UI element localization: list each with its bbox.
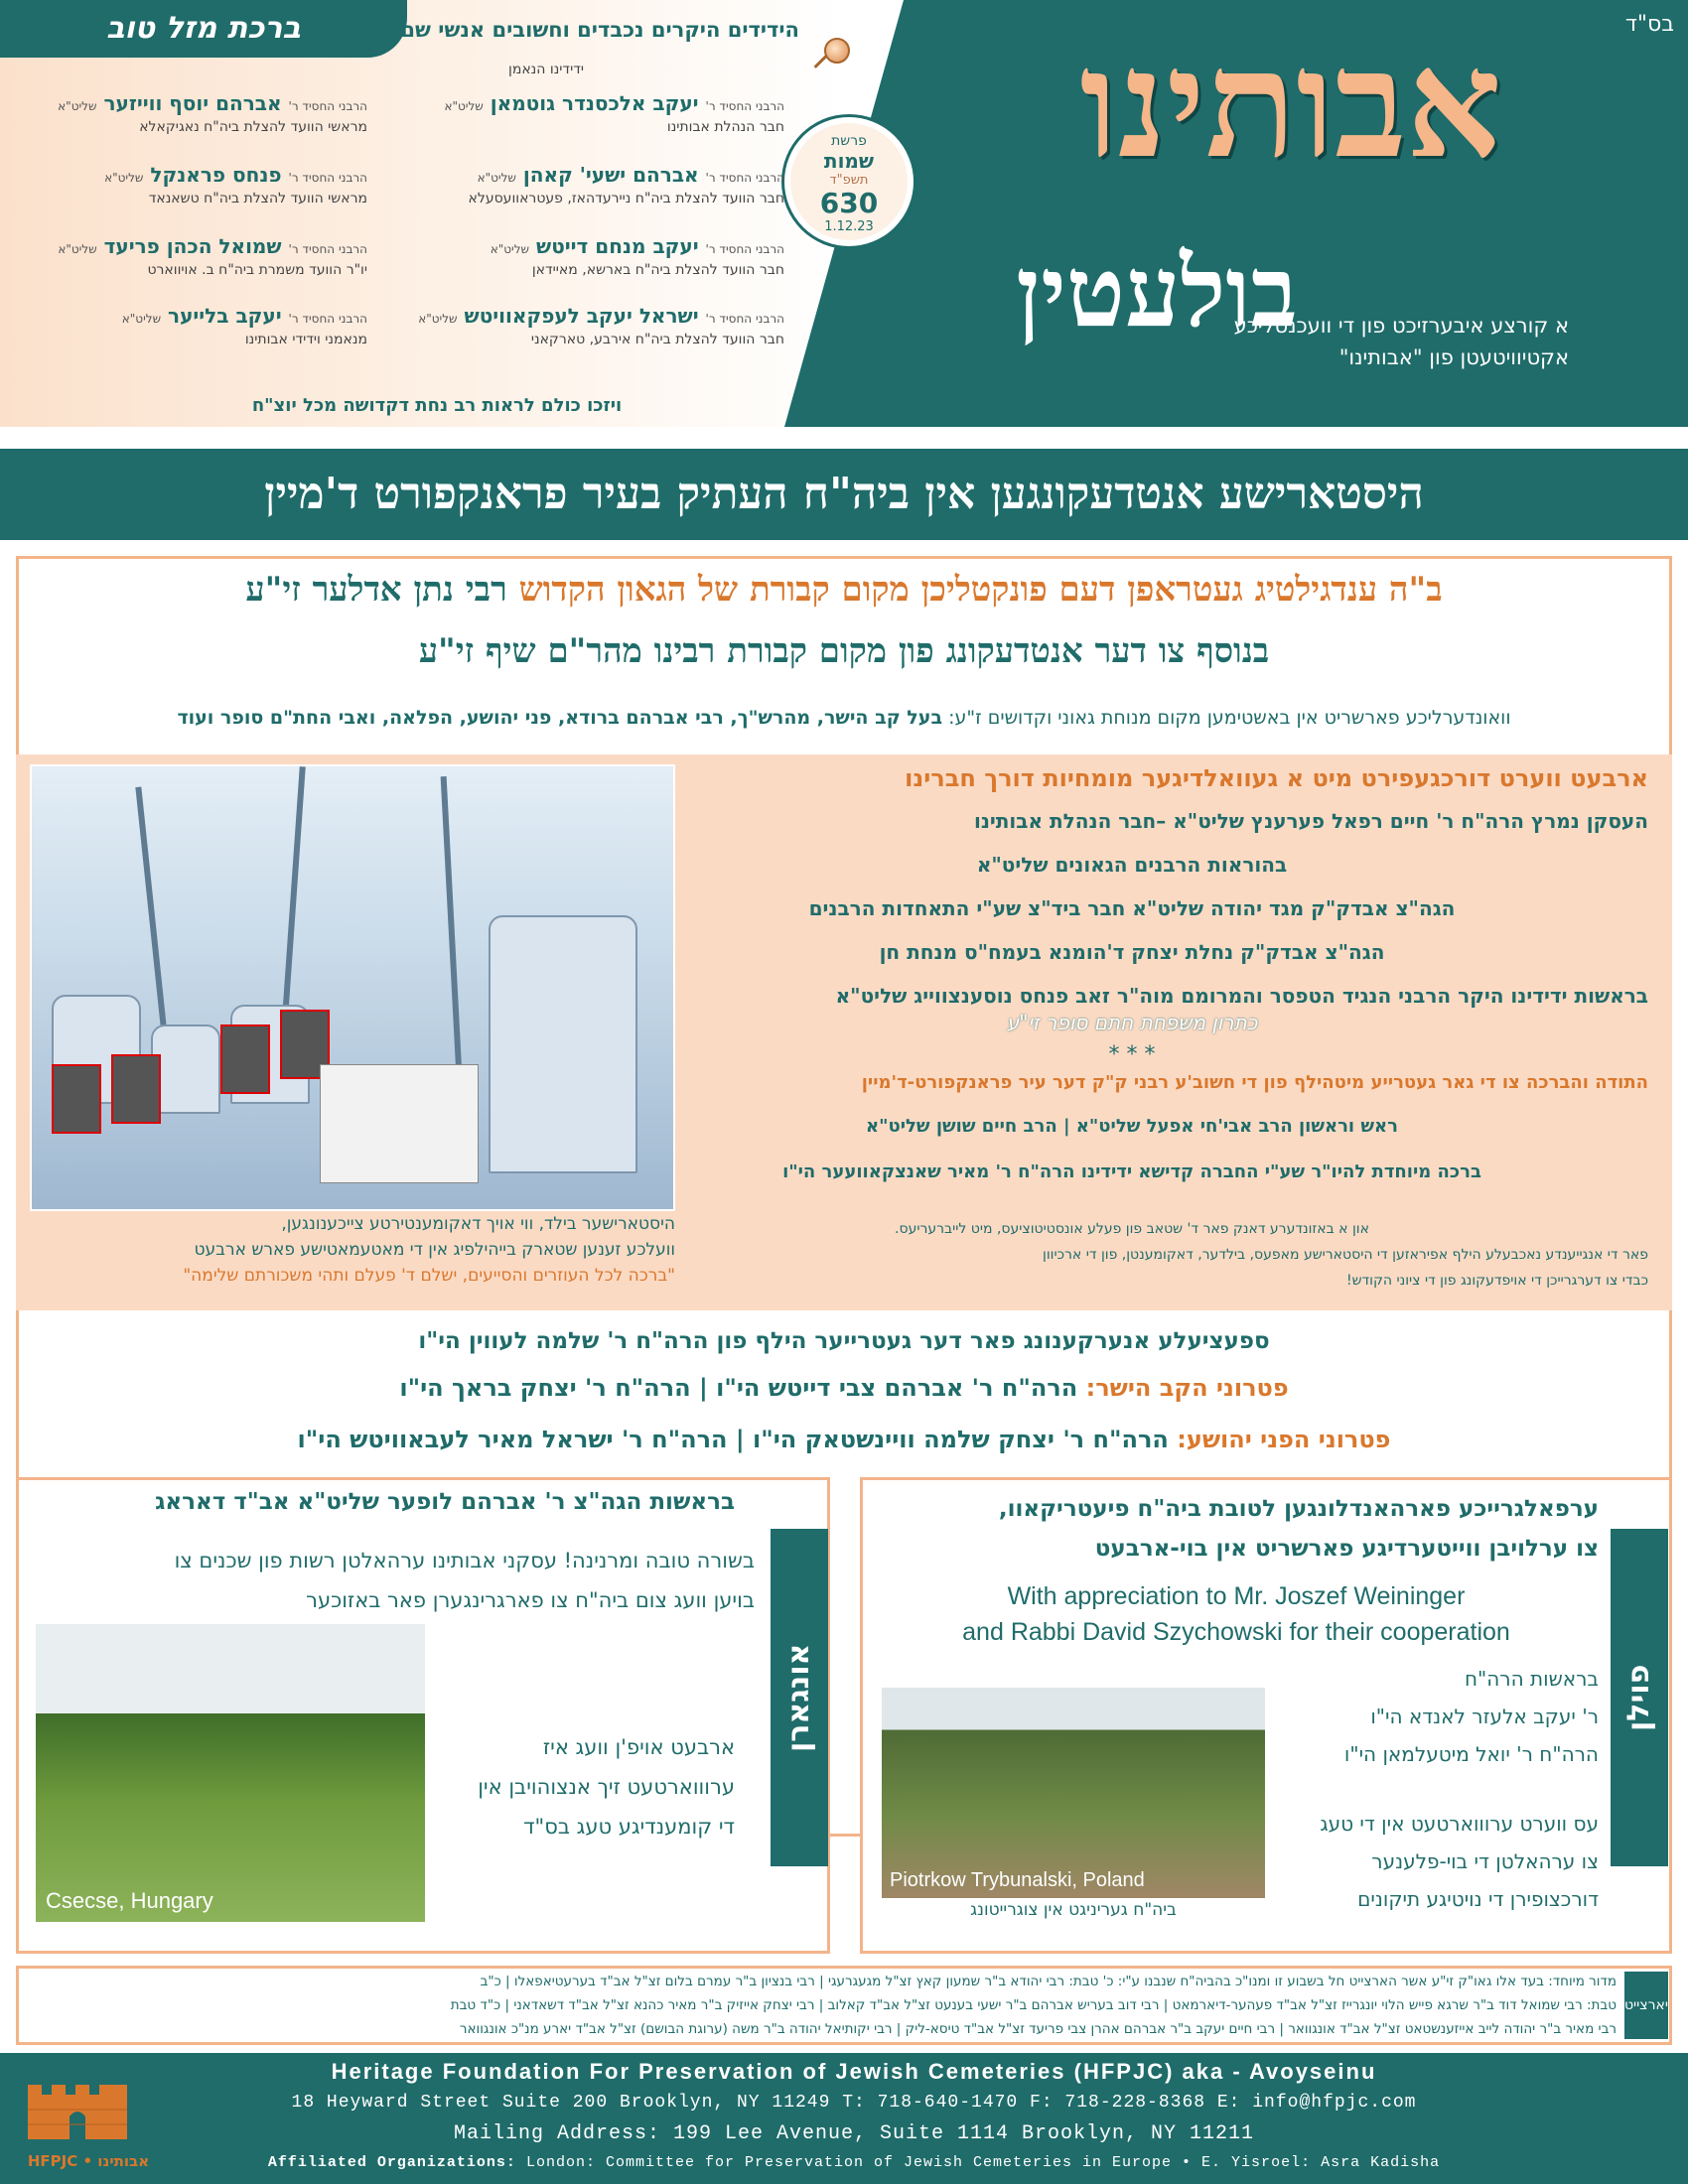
friend-entry <box>407 91 784 135</box>
caption-blessing: "ברכה לכל העוזרים והסייעים, ישלם ד' פעלם ותהי משכורתם שלימה" <box>183 1266 675 1286</box>
poland-text-line: הרה"ח ר' יואל מיטעלמאן הי"ו <box>1343 1742 1599 1766</box>
hungary-text-line: די קומענדיגע טעג בס"ד <box>523 1815 735 1839</box>
friend-name-line: הרבני החסיד ר' יעקב מנחם דייטש שליט"א <box>490 234 784 258</box>
badge-date: 1.12.23 <box>824 219 874 234</box>
tzadikim-line <box>30 707 1658 729</box>
poland-appreciation-en <box>874 1578 1599 1650</box>
friend-name-line: הרבני החסיד ר' אברהם יוסף ווייזער שליט"א <box>58 91 367 115</box>
work-kisui: כתרון משפחת חתם סופר זי"ע <box>1006 1011 1258 1034</box>
friend-entry <box>10 163 367 206</box>
masthead-title: אבותינו <box>1079 17 1502 192</box>
friend-role: מראשי הוועד להצלת ביה"ח נאגיקאלא <box>139 119 367 135</box>
friend-role: מראשי הוועד להצלת ביה"ח טשאנאד <box>148 191 367 206</box>
bsd-mark: בס"ד <box>1624 12 1674 37</box>
affiliated-label: Affiliated Organizations: <box>267 2154 516 2171</box>
friend-name-line: הרבני החסיד ר' שמואל הכהן פריעד שליט"א <box>58 234 367 258</box>
yahrzeit-line: רבי מאיר ב"ר יהודה לייב אייזענשטאט זצ"ל אב"ד אונגוואר | רבי חיים יעקב ב"ר אברהם אהרן צבי פריעד זצ"ל אב"ד טיסא-ליק | רבי יקותיאל יהודה ב"ר משה (ערוגת הבושם) זצ"ל אב"ד יארע מנ"כ אונגוואר <box>459 2021 1617 2037</box>
issue-badge <box>784 117 914 246</box>
badge-year: תשפ"ד <box>829 173 869 188</box>
friend-role: חבר הוועד להצלת ביה"ח אירבע, טארקאני <box>530 332 784 347</box>
poland-title-line: ערפאלגרייכע פארהאנדלונגען לטובת ביה"ח פיעטריקאוו, <box>998 1496 1599 1522</box>
friend-name-line: הרבני החסיד ר' אברהם ישעי' קאהן שליט"א <box>477 163 784 187</box>
mailing-address: Mailing Address: 199 Lee Avenue, Suite 1114 Brooklyn, NY 11211 <box>453 2122 1255 2145</box>
poland-text-line: דורכצופירן די נויטיגע תיקונים <box>1357 1887 1599 1911</box>
article-subhead: בנוסף צו דער אנטדעקונג פון מקום קבורת רבינו מהר"ם שיף זי"ע <box>418 631 1270 671</box>
poland-text-line: בראשות הרה"ח <box>1464 1667 1599 1691</box>
friends-title: הידידים היקרים נכבדים וחשובים אנשי שם: <box>392 18 799 42</box>
work-line: בהוראות הרבנים הגאונים שליט"א <box>976 853 1288 877</box>
hungary-title: בראשות הגה"צ ר' אברהם לופער שליט"א אב"ד דאראג <box>155 1489 735 1515</box>
small-thanks: פאר די אנגייענדע נאכבעלע הילף אפיראזען די היסטארישע מאפעס, בילדער, דאקומענטן, פון די ארכיוון <box>1043 1247 1648 1263</box>
photo-caption <box>30 1211 675 1289</box>
inset-photo <box>52 1064 101 1134</box>
friend-entry <box>407 304 784 347</box>
logo-text: HFPJC • אבותינו <box>27 2152 150 2170</box>
work-section-title: ארבעט ווערט דורכגעפירט מיט א געוואלדיגער מומחיות דורך חברינו <box>905 764 1648 792</box>
tree-trunk <box>280 766 306 1044</box>
poland-title <box>874 1489 1599 1569</box>
yahrzeit-line: טבת: רבי שמואל דוד ב"ר שרגא פייש הלוי יונגרייז זצ"ל אב"ד פעהער-דיארמאט | רבי דוב בעריש אברהם ב"ר ישעי בענעט זצ"ל אב"ד קאלוב | רבי יצחק אייזיק ב"ר מאיר כהנא זצ"ל אב"ד דשאדאני | כ"ד טבת <box>450 1997 1617 2013</box>
blessing-closing: ויזכו כולם לראות רב נחת דקדושה מכל יוצ"ח <box>251 395 623 416</box>
work-line: בראשות ידידינו היקר הרבני הנגיד הטפסר והמרומם מוה"ר זאב פנחס נוסענצווייג שליט"א <box>835 984 1648 1008</box>
work-line: העסקן נמרץ הרה"ח ר' חיים רפאל פערענץ שליט"א –חבר הנהלת אבותינו <box>973 809 1648 833</box>
gravestone <box>151 1024 220 1114</box>
badge-parsha: שמות <box>823 149 875 173</box>
hungary-text-line: בויען וועג צום ביה"ח צו פארגרינגערן פאר באזוכער <box>306 1588 755 1612</box>
caption-line: היסטארישער בילד, ווי אויך דאקומענטירטע צייכענונגען, <box>281 1214 675 1234</box>
friends-subtitle: ידידינו הנאמן <box>508 62 584 77</box>
friend-name-line: הרבני החסיד ר' יעקב אלכסנדר גוטמאן שליט"א <box>444 91 784 115</box>
hungary-text <box>40 1541 755 1620</box>
hungary-text-line: ערוווארטעט זיך אנצוהויבן אין <box>478 1775 735 1799</box>
friend-role: חבר הוועד להצלת ביה"ח ניירעדהאז, פעטראוועסעלא <box>468 191 784 206</box>
small-thanks: כבדי צו דערגרייכן די אויפדעקונג פון די ציוני הקודש! <box>1345 1273 1648 1289</box>
caption-line: וועלכע זענען שטארק בייהילפיג אין די מאטעמאטישע פארש ארבעט <box>194 1240 675 1260</box>
gravestone-large <box>489 915 637 1173</box>
photo-caption: ביה"ח געריניגט אין צוגרייטונג <box>970 1900 1177 1920</box>
friend-entry <box>10 91 367 135</box>
work-line: הגה"צ אבדק"ק נחלת יצחק ד'הומנא בעמח"ס מנחת חן <box>879 940 1385 964</box>
yahrzeit-line: מדור מיוחד: בעד אלו גאו"ק זי"ע אשר הארצייט חל בשבוע זו ומנו"כ בהביה"ח שנבנו ע"י: כ' טבת: רבי יהודא ב"ר שמעון קאץ זצ"ל מגעגרעגי | רבי בנציון ב"ר עמרם בלום זצ"ל אב"ד בערעטיאפאלו | כ"ב <box>480 1974 1617 1989</box>
poland-tag: פוילן <box>1611 1529 1668 1866</box>
inset-photo <box>111 1054 161 1124</box>
map-drawing <box>320 1064 479 1183</box>
csecse-cemetery-photo <box>36 1624 425 1922</box>
org-name: Heritage Foundation For Preservation of Jewish Cemeteries (HFPJC) aka - Avoyseinu <box>331 2059 1377 2084</box>
friend-role: מנאמני וידידי אבותינו <box>244 332 367 347</box>
thanks-line: ברכה מיוחדת להיו"ר שע"י החברה קדישא ידידינו הרה"ח ר' מאיר שאנצקאוועער הי"ו <box>782 1161 1481 1182</box>
headline-name: רבי נתן אדלער זי"ע <box>245 570 507 610</box>
patrons-pnei <box>30 1426 1658 1453</box>
header-left-panel <box>0 0 844 427</box>
poland-text-line: ר' יעקב אלעזר לאנדא הי"ו <box>1370 1705 1599 1728</box>
poland-text-line: עס ווערט ערוווארטעט אין די טעג <box>1320 1812 1599 1836</box>
patrons-kav <box>30 1374 1658 1402</box>
photo-location-label: Csecse, Hungary <box>46 1888 213 1913</box>
tree-trunk <box>441 776 464 1094</box>
blessing-banner: ברכת מזל טוב <box>0 0 407 58</box>
photo-location-label: Piotrkow Trybunalski, Poland <box>890 1869 1145 1891</box>
hungary-text-line: ארבעט אויפ'ן וועג איז <box>542 1735 735 1759</box>
patron-label: פטרוני הפני יהושע: <box>1177 1426 1391 1453</box>
hungary-text-2 <box>437 1727 735 1846</box>
badge-issue-number: 630 <box>819 187 879 219</box>
patron-names: הרה"ח ר' אברהם צבי דייטש הי"ו | הרה"ח ר' יצחק בראך הי"ו <box>399 1374 1078 1402</box>
special-thanks: ספעציעלע אנערקענונג פאר דער געטרייער הילף פון הרה"ח ר' שלמה לעווין הי"ו <box>418 1328 1270 1354</box>
appreciation-line: and Rabbi David Szychowski for their cooperation <box>962 1618 1510 1646</box>
affiliated-orgs <box>169 2154 1539 2171</box>
hungary-tag: אונגארן <box>771 1529 828 1866</box>
poland-expectation <box>1251 1805 1599 1918</box>
org-address: 18 Heyward Street Suite 200 Brooklyn, NY 11249 T: 718-640-1470 F: 718-228-8368 E: info@hfpjc.com <box>291 2093 1417 2113</box>
badge-parsha-label: פרשת <box>831 133 867 149</box>
friend-role: יו"ר הוועד משמרת ביה"ח ב. אויווארט <box>147 262 367 278</box>
friend-role: חבר הוועד להצלת ביה"ח בארשא, מאיידאן <box>531 262 784 278</box>
tagline-line: אקטיוויטעטן פון "אבותינו" <box>1338 345 1569 369</box>
patron-label: פטרוני הקב הישר: <box>1085 1374 1289 1402</box>
patron-names: הרה"ח ר' יצחק שלמה וויינשטאק הי"ו | הרה"ח ר' ישראל מאיר לעבאוויטש הי"ו <box>297 1426 1169 1453</box>
headline-text: ב"ה ענדגילטיג געטראפן דעם פונקטליכן מקום קבורת של הגאון הקדוש <box>518 570 1443 610</box>
friend-role: חבר הנהלת אבותינו <box>666 119 784 135</box>
tagline-line: א קורצע איבערזיכט פון די וועכנטליכע <box>1233 314 1569 338</box>
friend-name-line: הרבני החסיד ר' פנחס פראנקל שליט"א <box>104 163 367 187</box>
hungary-text-line: בשורה טובה ומרנינה! עסקני אבותינו ערהאלטן רשות פון שכנים צו <box>174 1549 755 1572</box>
friend-name-line: הרבני החסיד ר' יעקב בלייער שליט"א <box>121 304 367 328</box>
tzadikim-intro: וואונדערליכע פארשריט אין באשטימען מקום מנוחת גאוני וקדושים ז"ע: <box>948 707 1511 729</box>
friend-entry <box>10 234 367 278</box>
thanks-line: ראש וראשון הרב אבי'חי אפעל שליט"א | הרב חיים שושן שליט"א <box>866 1116 1398 1137</box>
masthead-subtitle: בולעטין <box>1016 235 1298 349</box>
poland-title-line: צו ערלויבן ווייטערדיגע פארשריט אין בוי-ארבעט <box>1094 1536 1599 1562</box>
work-line: הגה"צ אבדק"ק מגד יהודה שליט"א חבר ביד"צ שע"י התאחדות הרבנים <box>808 896 1456 920</box>
friend-entry <box>10 304 367 347</box>
thanks-line: התודה והברכה צו די גאר געטרייע מיטהילף פון די חשוב'ע רבני ק"ק דער עיר פראנקפורט-ד'מיין <box>861 1072 1648 1093</box>
masthead-tagline <box>1013 310 1569 373</box>
tzadikim-list: בעל קב הישר, מהרש"ך, רבי אברהם ברודא, פני יהושע, הפלאה, ואבי החת"ם סופר ועוד <box>177 707 943 729</box>
yahrzeit-tag: יארצייטן <box>1624 1972 1668 2039</box>
small-thanks: און א באזונדערע דאנק פאר ד' שטאב פון פעלע אונסטיטוציעס, מיט לייברעריעס. <box>895 1221 1369 1237</box>
affiliated-list: London: Committee for Preservation of Jewish Cemeteries in Europe • E. Yisroel: Asra Kadisha <box>525 2154 1441 2171</box>
frankfurt-cemetery-photo <box>30 764 675 1211</box>
main-headline-banner: היסטארישע אנטדעקונגען אין ביה"ח העתיק בעיר פראנקפורט ד'מיין <box>0 449 1688 540</box>
divider-stars: * * * <box>1108 1042 1156 1067</box>
hfpjc-logo-icon <box>18 2065 137 2144</box>
poland-text-line: צו ערהאלטן די בוי-פלענער <box>1371 1849 1599 1873</box>
article-headline <box>30 564 1658 615</box>
poland-leaders <box>1251 1660 1599 1773</box>
header <box>0 0 1688 427</box>
piotrkow-cemetery-photo <box>882 1688 1265 1898</box>
friend-entry <box>407 234 784 278</box>
inset-photo <box>220 1024 270 1094</box>
pin-icon <box>824 38 850 64</box>
appreciation-line: With appreciation to Mr. Joszef Weininger <box>1007 1582 1466 1610</box>
friend-name-line: הרבני החסיד ר' ישראל יעקב לעפקאוויטש שליט"א <box>418 304 784 328</box>
friend-entry <box>407 163 784 206</box>
